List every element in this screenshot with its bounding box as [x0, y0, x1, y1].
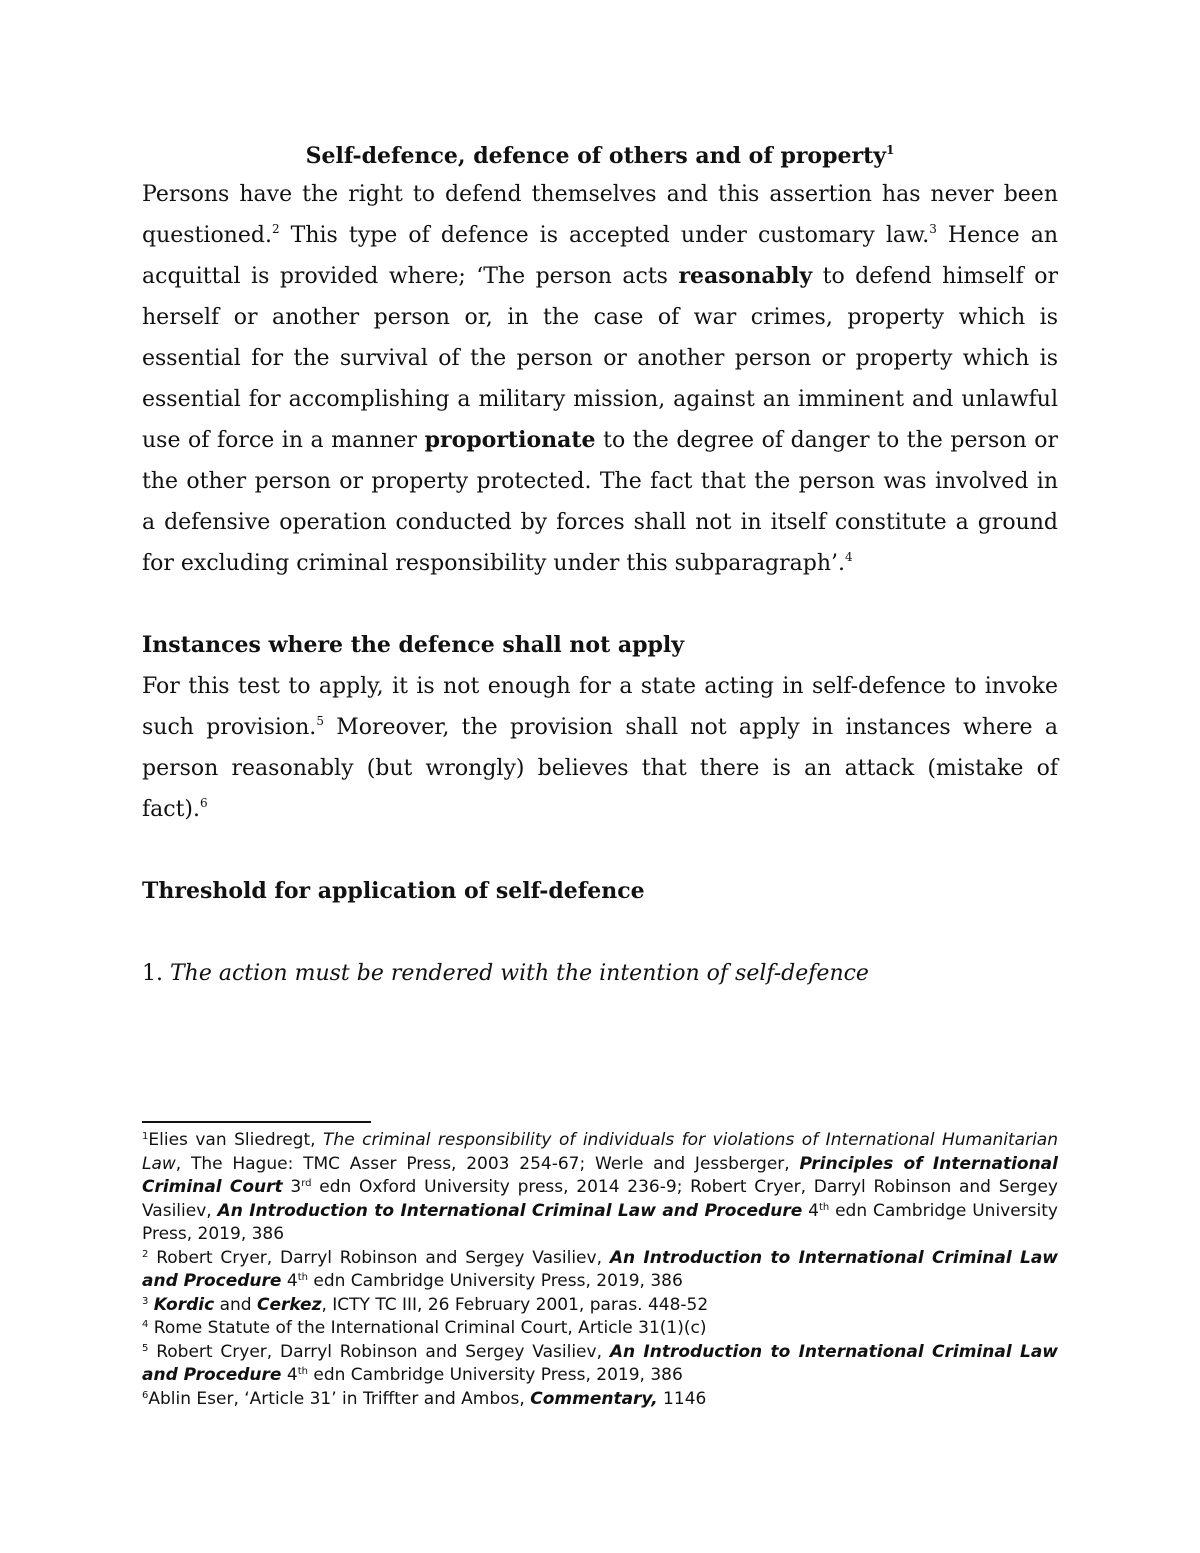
fn-bold-italic: Kordic	[153, 1294, 215, 1315]
fn-bold-italic: An Introduction to International Criminal Law and Procedure	[142, 1247, 1059, 1291]
fn-bold-italic: Commentary,	[530, 1388, 658, 1409]
fn-text: Robert Cryer, Darryl Robinson and Sergey Vasiliev,	[156, 1247, 610, 1268]
section-heading-threshold: Threshold for application of self-defence	[142, 878, 645, 904]
fn-bold-italic: Principles of International Criminal Court	[142, 1153, 1058, 1197]
fn-text: Ablin Eser, ‘Article 31’ in Triffter and Ambos,	[148, 1388, 531, 1409]
fn-text: and	[214, 1294, 257, 1315]
fn-text: edn Cambridge University Press, 2019, 386	[307, 1271, 683, 1291]
para1-text-4: to defend himself or herself or another person or, in the case of war crimes, property which is essential for the survival of the person or another person or property which is essential for accomplishing a military mission, against an imminent and unlawful use of force in a manner	[142, 264, 1058, 453]
bold-proportionate: proportionate	[424, 427, 596, 453]
fn-text: edn Cambridge University Press, 2019, 386	[307, 1365, 683, 1385]
fn-text: edn Oxford University press, 2014 236-9; Robert Cryer, Darryl Robinson and Sergey Vasiliev,	[142, 1177, 1058, 1221]
fn-text: 3	[282, 1177, 302, 1197]
title-text: Self-defence, defence of others and of property	[305, 143, 887, 169]
fn-text: 4	[802, 1200, 819, 1221]
fn-superscript: th	[818, 1201, 830, 1213]
fn-text: , ICTY TC III, 26 February 2001, paras. 448-52	[321, 1294, 709, 1315]
fn-text: Rome Statute of the International Criminal Court, Article 31(1)(c)	[153, 1318, 707, 1338]
footnote-number: 2	[142, 1248, 149, 1260]
footnote-3	[142, 1294, 1058, 1318]
footnote-ref-6[interactable]: 6	[200, 796, 208, 810]
section-heading-instances: Instances where the defence shall not apply	[142, 632, 685, 658]
footnote-2	[142, 1247, 1058, 1294]
fn-bold-italic: An Introduction to International Criminal Law and Procedure	[217, 1200, 803, 1221]
fn-italic: The criminal responsibility of individuals for violations of International Humanitarian Law	[142, 1130, 1058, 1174]
footnote-number: 3	[142, 1295, 149, 1307]
list-item-1	[142, 953, 1058, 994]
fn-text: Robert Cryer, Darryl Robinson and Sergey Vasiliev,	[156, 1341, 610, 1362]
fn-text: Elies van Sliedregt,	[148, 1130, 324, 1150]
fn-bold-italic: Cerkez	[256, 1294, 322, 1315]
document-title	[142, 138, 1058, 174]
footnote-ref-2[interactable]: 2	[271, 222, 280, 236]
fn-text: 4	[281, 1271, 298, 1291]
footnote-separator	[142, 1121, 371, 1123]
para1-text-3: Hence an acquittal is provided where; ‘The person acts	[142, 223, 1058, 289]
para1-text-5: to the degree of danger to the person or the other person or property protected. The fact that the person was involved in a defensive operation conducted by forces shall not in itself constitute a ground for excluding criminal responsibility under this subparagraph’.	[142, 428, 1058, 576]
fn-text: 1146	[657, 1388, 707, 1409]
para1-text-2: This type of defence is accepted under customary law.	[279, 223, 930, 248]
paragraph-instances	[142, 666, 1058, 830]
footnote-number: 5	[142, 1342, 149, 1354]
bold-reasonably: reasonably	[678, 263, 813, 289]
fn-text: , The Hague: TMC Asser Press, 2003 254-67; Werle and Jessberger,	[175, 1153, 800, 1174]
footnote-number: 1	[142, 1131, 149, 1142]
fn-superscript: th	[297, 1272, 308, 1283]
fn-bold-italic: An Introduction to International Criminal Law and Procedure	[142, 1341, 1059, 1385]
fn-superscript: rd	[301, 1178, 312, 1189]
para2-text-1: For this test to apply, it is not enough for a state acting in self-defence to invoke such provision.	[142, 674, 1058, 740]
footnote-4	[142, 1317, 1058, 1341]
footnotes-section	[142, 1121, 1058, 1411]
spacer	[142, 830, 1058, 871]
footnote-5	[142, 1341, 1058, 1388]
footnote-1	[142, 1129, 1058, 1247]
footnote-number: 6	[142, 1389, 149, 1401]
footnote-ref-4[interactable]: 4	[845, 550, 853, 564]
paragraph-self-defence	[142, 174, 1058, 584]
spacer	[142, 584, 1058, 625]
spacer	[142, 912, 1058, 953]
fn-superscript: th	[297, 1366, 308, 1377]
fn-text: 4	[281, 1365, 298, 1385]
list-item-text: The action must be rendered with the intention of self-defence	[170, 961, 869, 986]
para1-text-1: Persons have the right to defend themselves and this assertion has never been questioned.	[142, 182, 1058, 248]
document-body	[142, 138, 1058, 994]
footnote-ref-5[interactable]: 5	[316, 714, 324, 728]
fn-text: edn Cambridge University Press, 2019, 386	[142, 1200, 1058, 1244]
para2-text-2: Moreover, the provision shall not apply in instances where a person reasonably (but wrongly) believes that there is an attack (mistake of fact).	[142, 715, 1058, 822]
footnote-6	[142, 1388, 1058, 1412]
footnote-number: 4	[142, 1319, 149, 1330]
footnote-ref-3[interactable]: 3	[929, 222, 937, 236]
list-number: 1.	[142, 961, 163, 986]
footnote-ref-1[interactable]: 1	[886, 143, 895, 157]
